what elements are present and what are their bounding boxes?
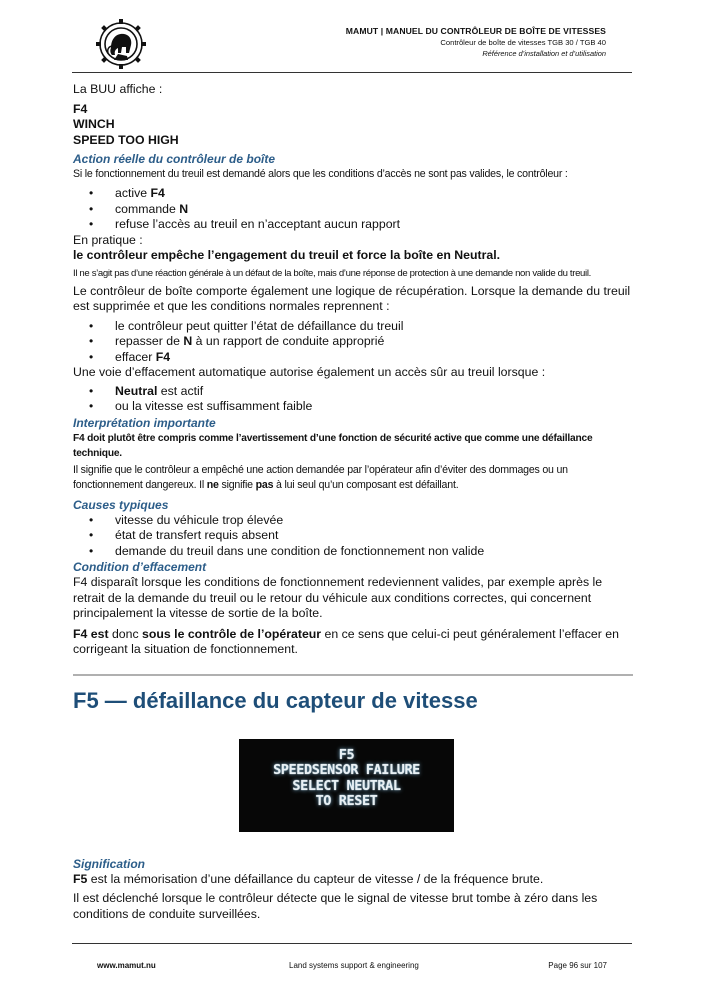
page-header bbox=[72, 16, 632, 72]
interpretation-bold: F4 doit plutôt être compris comme l’avertissement d’une fonction de sécurité active que comme une défaillance technique. bbox=[73, 432, 593, 459]
auto-list bbox=[73, 384, 633, 415]
interpretation-text: Il signifie que le contrôleur a empêché une action demandée par l’opérateur afin d’éviter des dommages ou un fonctionnement dangereux. Il ne signifie pas à lui seul qu’un composant est défaillant. bbox=[73, 463, 568, 491]
header-reference: Référence d’installation et d’utilisation bbox=[482, 49, 606, 58]
action-text: Si le fonctionnement du treuil est demandé alors que les conditions d’accès ne sont pas valides, le contrôleur : bbox=[73, 168, 568, 180]
header-divider bbox=[72, 72, 632, 73]
signification-text: F5 est la mémorisation d’une défaillance du capteur de vitesse / de la fréquence brute. bbox=[73, 871, 544, 886]
clear-heading: Condition d’effacement bbox=[73, 560, 207, 574]
list-item: • repasser de N à un rapport de conduite approprié bbox=[73, 334, 633, 350]
f5-display-line: TO RESET bbox=[315, 793, 378, 809]
interpretation-heading: Interprétation importante bbox=[73, 415, 216, 430]
footer-tagline: Land systems support & engineering bbox=[289, 961, 419, 970]
f5-display-photo bbox=[239, 739, 454, 832]
list-item: • état de transfert requis absent bbox=[73, 528, 633, 544]
practice-label: En pratique : bbox=[73, 232, 143, 247]
header-subtitle: Contrôleur de boîte de vitesses TGB 30 / TGB 40 bbox=[440, 38, 606, 47]
section-heading-f5: F5 — défaillance du capteur de vitesse bbox=[73, 687, 478, 713]
list-item: • active F4 bbox=[73, 186, 633, 202]
header-title: MAMUT | MANUEL DU CONTRÔLEUR DE BOÎTE DE VITESSES bbox=[345, 26, 606, 36]
list-item: • commande N bbox=[73, 202, 633, 218]
footer-divider bbox=[72, 943, 632, 944]
page-content bbox=[73, 82, 633, 922]
buu-line-1: F4 bbox=[73, 101, 88, 116]
list-item: • demande du treuil dans une condition de fonctionnement non valide bbox=[73, 544, 633, 560]
action-list bbox=[73, 186, 633, 233]
f5-display-line: SELECT NEUTRAL bbox=[292, 777, 401, 794]
mammoth-gear-logo-icon bbox=[94, 18, 148, 70]
recovery-list bbox=[73, 319, 633, 366]
buu-intro: La BUU affiche : bbox=[73, 82, 163, 96]
trigger-text: Il est déclenché lorsque le contrôleur détecte que le signal de vitesse brut tombe à zéro dans les conditions de conduite surveillées. bbox=[73, 891, 598, 921]
action-heading: Action réelle du contrôleur de boîte bbox=[73, 152, 276, 166]
footer-page-number: Page 96 sur 107 bbox=[548, 961, 607, 970]
list-item: • refuse l’accès au treuil en n’acceptant aucun rapport bbox=[73, 217, 633, 233]
practice-bold: le contrôleur empêche l’engagement du treuil et force la boîte en Neutral. bbox=[73, 248, 501, 262]
note-small: Il ne s’agit pas d’une réaction générale à un défaut de la boîte, mais d’une réponse de protection à une demande non valide du treuil. bbox=[73, 267, 591, 279]
buu-line-2: WINCH bbox=[73, 117, 115, 131]
clear-text-2: F4 est donc sous le contrôle de l’opérateur en ce sens que celui-ci peut généralement l’effacer en corrigeant la situation de fonctionnement. bbox=[73, 626, 619, 656]
list-item: • le contrôleur peut quitter l’état de défaillance du treuil bbox=[73, 319, 633, 335]
f5-display-line: F5 bbox=[338, 746, 355, 763]
footer-website[interactable]: www.mamut.nu bbox=[97, 961, 156, 970]
auto-text: Une voie d’effacement automatique autorise également un accès sûr au treuil lorsque : bbox=[73, 365, 546, 379]
causes-heading: Causes typiques bbox=[73, 497, 169, 512]
list-item: • effacer F4 bbox=[73, 350, 633, 366]
buu-line-3: SPEED TOO HIGH bbox=[73, 132, 179, 147]
section-divider bbox=[73, 674, 633, 676]
recovery-text: Le contrôleur de boîte comporte également une logique de récupération. Lorsque la demande du treuil est supprimée et que les conditions normales reprennent : bbox=[73, 283, 631, 313]
clear-text: F4 disparaît lorsque les conditions de fonctionnement redeviennent valides, par exemple après le retrait de la demande du treuil ou le retour du véhicule aux conditions correctes, qui concernent principalement la vitesse de sortie de la boîte. bbox=[73, 575, 603, 620]
f5-display-line: SPEEDSENSOR FAILURE bbox=[273, 762, 420, 778]
signification-heading: Signification bbox=[73, 856, 145, 871]
list-item: • vitesse du véhicule trop élevée bbox=[73, 513, 633, 529]
causes-list bbox=[73, 513, 633, 560]
list-item: • ou la vitesse est suffisamment faible bbox=[73, 399, 633, 415]
list-item: • Neutral est actif bbox=[73, 384, 633, 400]
